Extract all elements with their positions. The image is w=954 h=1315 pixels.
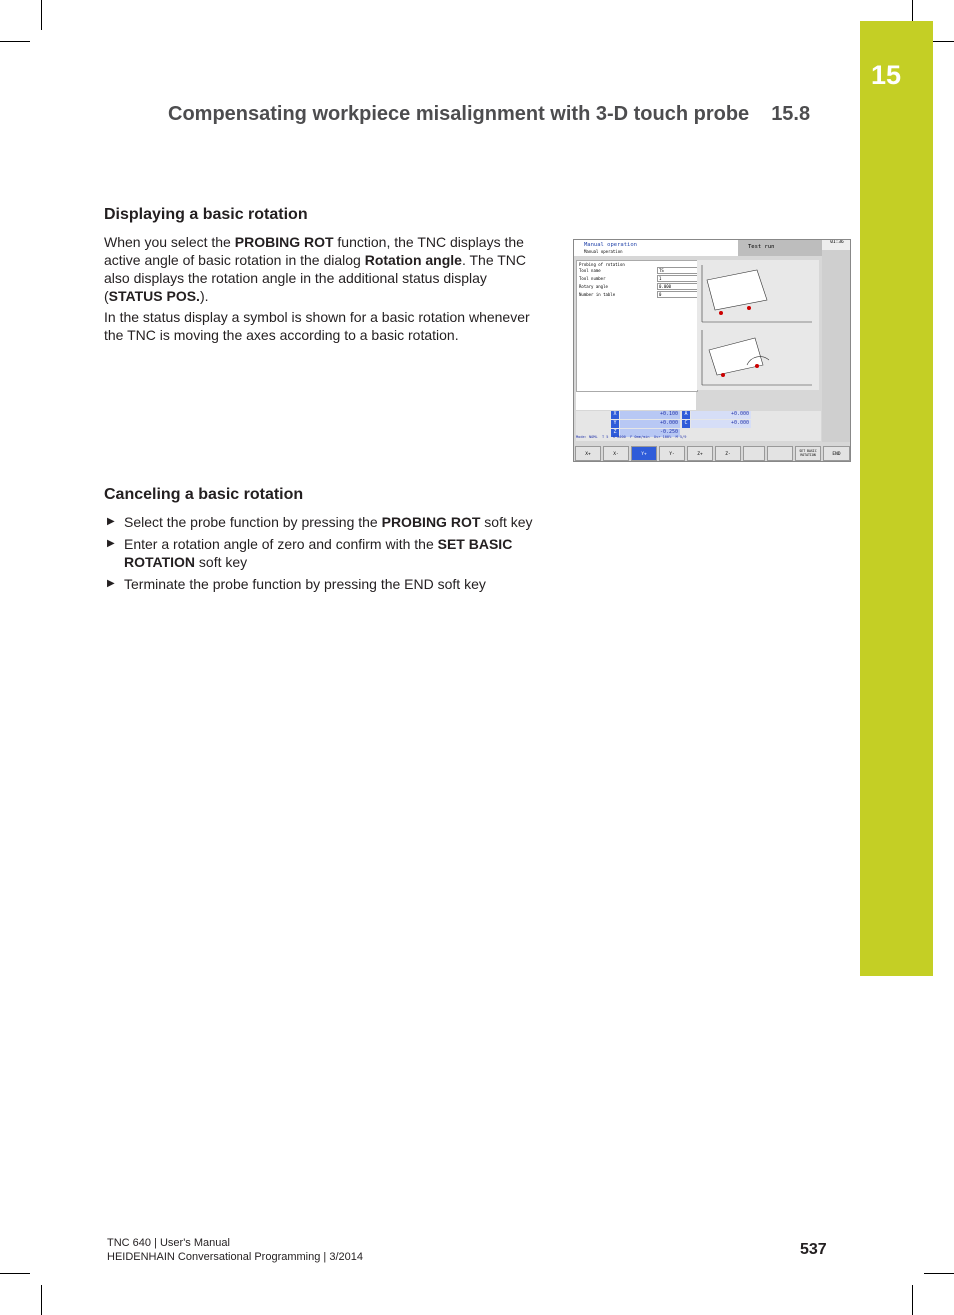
list-item bbox=[104, 575, 534, 593]
softkey-y-plus[interactable]: Y+ bbox=[631, 446, 657, 461]
status-item: S 2000 bbox=[612, 435, 626, 439]
chapter-tab bbox=[860, 21, 933, 976]
dialog-row-label: Tool name bbox=[579, 268, 601, 273]
axis-row bbox=[576, 411, 821, 419]
page-footer bbox=[107, 1236, 363, 1264]
text: . The TNC also displays the rotation angle in the additional status display ( bbox=[104, 252, 527, 304]
softkey-z-minus[interactable]: Z- bbox=[715, 446, 741, 461]
clock: 01:36 bbox=[822, 240, 851, 250]
section-heading: Canceling a basic rotation bbox=[104, 486, 304, 503]
page-header bbox=[168, 103, 810, 126]
text: Select the probe function by pressing the bbox=[124, 514, 382, 530]
softkey-end[interactable]: END bbox=[823, 446, 850, 461]
tnc-screenshot bbox=[573, 239, 851, 462]
softkey-probe-icon[interactable] bbox=[743, 446, 765, 461]
list-item bbox=[104, 535, 534, 571]
text: ). bbox=[199, 288, 209, 304]
section-heading: Displaying a basic rotation bbox=[104, 206, 308, 223]
paragraph: In the status display a symbol is shown for a basic rotation whenever the TNC is moving the axes according to a basic rotation. bbox=[104, 309, 530, 343]
header-section: 15.8 bbox=[771, 103, 811, 125]
dialog-title: Probing of rotation bbox=[579, 262, 625, 267]
dialog-row-label: Tool number bbox=[579, 276, 606, 281]
footer-line: TNC 640 | User's Manual bbox=[107, 1237, 230, 1249]
text: soft key bbox=[195, 554, 248, 570]
status-area bbox=[576, 392, 696, 410]
dialog-field[interactable]: 0 bbox=[657, 291, 700, 298]
dialog-row-label: Rotary angle bbox=[579, 284, 608, 289]
axis-value: -0.250 bbox=[620, 429, 680, 437]
status-name: STATUS POS. bbox=[108, 288, 200, 304]
softkey-x-minus[interactable]: X- bbox=[603, 446, 629, 461]
text: function, the TNC displays the active angle of basic rotation in the dialog bbox=[104, 234, 524, 268]
status-item: M 5/9 bbox=[675, 435, 687, 439]
softkey-x-plus[interactable]: X+ bbox=[575, 446, 601, 461]
rotation-diagram bbox=[697, 260, 819, 390]
crop-mark bbox=[41, 0, 42, 30]
axis-value: +0.100 bbox=[620, 411, 680, 419]
list-item bbox=[104, 513, 534, 531]
axis-row bbox=[576, 420, 821, 428]
paragraph bbox=[104, 233, 549, 305]
softkey-name: PROBING ROT bbox=[234, 234, 334, 250]
crop-mark bbox=[0, 41, 30, 42]
crop-mark bbox=[0, 1273, 30, 1274]
crop-mark bbox=[912, 1285, 913, 1315]
header-title: Compensating workpiece misalignment with 3-D touch probe bbox=[168, 103, 750, 125]
dialog-row-label: Number in table bbox=[579, 292, 616, 297]
softkey-name: SET BASIC ROTATION bbox=[124, 536, 513, 570]
dialog-name: Rotation angle bbox=[364, 252, 462, 268]
chapter-number: 15 bbox=[870, 60, 902, 90]
instruction-list bbox=[104, 513, 534, 597]
axis-label: X bbox=[611, 411, 619, 419]
footer-line: HEIDENHAIN Conversational Programming | 3/2014 bbox=[107, 1251, 363, 1263]
triangle-bullet-icon: ▶ bbox=[107, 516, 115, 527]
axis-label: Y bbox=[611, 420, 619, 428]
probing-dialog bbox=[576, 260, 698, 392]
crop-mark bbox=[924, 1273, 954, 1274]
status-item: T 5 bbox=[601, 435, 609, 439]
triangle-bullet-icon: ▶ bbox=[107, 538, 115, 549]
axis-value: +0.000 bbox=[620, 420, 680, 428]
axis-value: +0.000 bbox=[691, 411, 751, 419]
status-item: Ovr 100% bbox=[653, 435, 672, 439]
test-run-panel bbox=[738, 240, 822, 256]
dialog-field[interactable]: 0.000 bbox=[657, 283, 700, 290]
text: When you select the bbox=[104, 234, 235, 250]
status-item: F 0mm/min bbox=[630, 435, 650, 439]
dialog-field[interactable]: 1 bbox=[657, 275, 700, 282]
axis-label: C bbox=[682, 420, 690, 428]
softkey-z-plus[interactable]: Z+ bbox=[687, 446, 713, 461]
mode-title: Manual operation bbox=[584, 242, 637, 248]
softkey-y-minus[interactable]: Y- bbox=[659, 446, 685, 461]
text: soft key bbox=[480, 514, 533, 530]
text: Terminate the probe function by pressing the END soft key bbox=[124, 576, 486, 592]
axis-label: A bbox=[682, 411, 690, 419]
page-number: 537 bbox=[800, 1241, 827, 1258]
test-run-label: Test run bbox=[748, 244, 775, 250]
help-graphic bbox=[697, 260, 819, 390]
mode-subtitle: Manual operation bbox=[584, 249, 623, 254]
mode-bar bbox=[574, 240, 822, 256]
status-item: Mode: NOML bbox=[576, 435, 598, 439]
axis-label: Z bbox=[611, 429, 619, 437]
dialog-field[interactable]: TS bbox=[657, 267, 700, 274]
softkey-name: PROBING ROT bbox=[381, 514, 481, 530]
axis-value: +0.000 bbox=[691, 420, 751, 428]
text: Enter a rotation angle of zero and confirm with the bbox=[124, 536, 438, 552]
side-softkeys bbox=[822, 250, 851, 442]
softkey-align-icon[interactable] bbox=[767, 446, 793, 461]
crop-mark bbox=[41, 1285, 42, 1315]
status-bar bbox=[576, 435, 821, 441]
triangle-bullet-icon: ▶ bbox=[107, 578, 115, 589]
softkey-set-basic-rotation[interactable]: SET BASIC ROTATION bbox=[795, 446, 821, 461]
